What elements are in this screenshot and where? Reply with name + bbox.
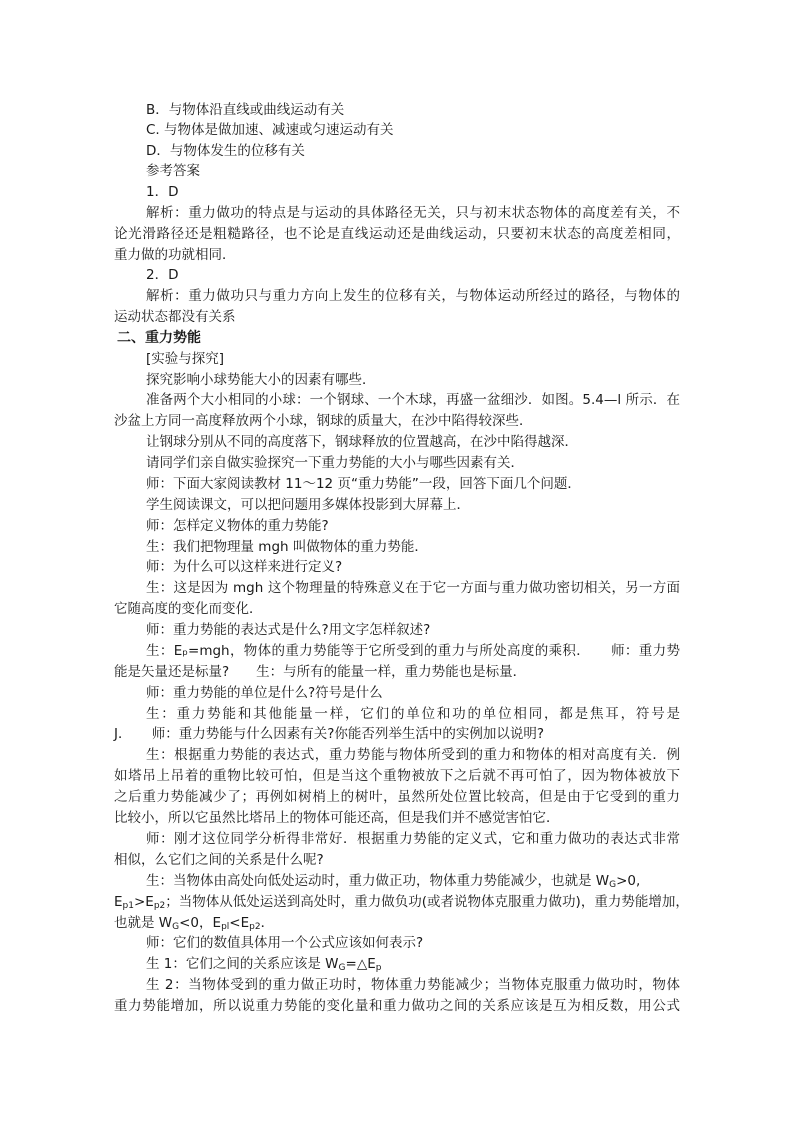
subscript-g: G (172, 922, 180, 932)
subscript-pl: pl (221, 922, 230, 932)
dialogue-line-4: 生：我们把物理量 mgh 叫做物体的重力势能． (146, 539, 428, 555)
option-b: B．与物体沿直线或曲线运动有关 (146, 102, 345, 118)
experiment-line-5: 请同学们亲自做实验探究一下重力势能的大小与哪些因素有关． (146, 455, 524, 471)
answer-2: 2．D (146, 267, 179, 283)
dialogue-line-20: 生：当物体由高处向低处运动时，重力做正功，物体重力势能减少，也就是 $W_G>0$, (146, 873, 641, 890)
explanation-2-line-1: 解析：重力做功只与重力方向上发生的位移有关，与物体运动所经过的路径，与物体的 (146, 288, 680, 304)
subscript-g: G (338, 963, 346, 973)
dialogue-line-7: 它随高度的变化而变化． (114, 601, 263, 617)
experiment-line-4: 让钢球分别从不同的高度落下，钢球释放的位置越高，在沙中陷得越深． (146, 434, 578, 450)
subscript-g: G (609, 880, 617, 890)
dialogue-line-1: 师：下面大家阅读教材 11～12 页“重力势能”一段，回答下面几个问题． (146, 476, 581, 492)
answer-heading: 参考答案 (146, 163, 200, 179)
section-heading: 二、重力势能 (117, 330, 201, 346)
explanation-1-line-1: 解析：重力做功的特点是与运动的具体路径无关，只与初末状态物体的高度差有关，不 (146, 205, 680, 221)
dialogue-line-23: 师：它们的数值具体用一个公式应该如何表示? (146, 935, 424, 951)
dialogue-line-10: 能是矢量还是标量? 生：与所有的能量一样，重力势能也是标量． (114, 664, 527, 680)
answer-1: 1．D (146, 184, 179, 200)
subscript-p2: p2 (249, 922, 261, 932)
dialogue-line-6: 生：这是因为 mgh 这个物理量的特殊意义在于它一方面与重力做功密切相关，另一方面 (146, 580, 680, 596)
dialogue-line-22: 也就是 $W_G<0$，$E_{pl}<E_{p2}$． (114, 915, 275, 932)
dialogue-line-11: 师：重力势能的单位是什么?符号是什么 (146, 685, 383, 701)
explanation-2-line-2: 运动状态都没有关系 (114, 309, 236, 325)
option-c: C. 与物体是做加速、减速或匀速运动有关 (146, 122, 394, 138)
explanation-1-line-2: 论光滑路径还是粗糙路径，也不论是直线运动还是曲线运动，只要初末状态的高度差相同， (114, 226, 680, 242)
dialogue-line-5: 师：为什么可以这样来进行定义? (146, 559, 343, 575)
dialogue-line-13: J． 师：重力势能与什么因素有关?你能否列举生活中的实例加以说明? (114, 726, 545, 742)
dialogue-line-26: 重力势能增加，所以说重力势能的变化量和重力做功之间的关系应该是互为相反数，用公式 (114, 998, 680, 1014)
dialogue-line-12: 生：重力势能和其他能量一样，它们的单位和功的单位相同，都是焦耳，符号是 (146, 706, 680, 722)
dialogue-line-15: 如塔吊上吊着的重物比较可怕，但是当这个重物被放下之后就不再可怕了，因为物体被放下 (114, 768, 680, 784)
dialogue-line-9: 生：Eₚ=mgh，物体的重力势能等于它所受到的重力与所处高度的乘积． 师：重力势 (146, 643, 680, 659)
option-d: D．与物体发生的位移有关 (146, 143, 305, 159)
dialogue-line-16: 之后重力势能减少了；再例如树梢上的树叶，虽然所处位置比较高，但是由于它受到的重力 (114, 789, 680, 805)
experiment-heading: [实验与探究] (146, 351, 225, 367)
subscript-p2: p2 (153, 901, 166, 911)
explanation-1-line-3: 重力做的功就相同． (114, 247, 236, 263)
dialogue-line-3: 师：怎样定义物体的重力势能? (146, 518, 329, 534)
subscript-p1: p1 (122, 901, 134, 911)
experiment-line-1: 探究影响小球势能大小的因素有哪些． (146, 372, 376, 388)
dialogue-line-18: 师：刚才这位同学分析得非常好．根据重力势能的定义式，它和重力做功的表达式非常 (146, 831, 680, 847)
dialogue-line-24: 生 1：它们之间的关系应该是 $W_G=\triangle E_p$ (146, 956, 382, 973)
dialogue-line-21: $E_{p1}>E_{p2}$；当物体从低处运送到高处时，重力做负功(或者说物体克服重力做功)，重力势能增加， (114, 894, 689, 911)
experiment-line-2: 准备两个大小相同的小球：一个钢球、一个木球，再盛一盆细沙．如图。5.4—l 所示．在 (146, 392, 680, 408)
dialogue-line-14: 生：根据重力势能的表达式，重力势能与物体所受到的重力和物体的相对高度有关．例 (146, 747, 680, 763)
dialogue-line-25: 生 2：当物体受到的重力做正功时，物体重力势能减少；当物体克服重力做功时，物体 (146, 977, 680, 993)
experiment-line-3: 沙盆上方同一高度释放两个小球，钢球的质量大，在沙中陷得较深些． (114, 413, 533, 429)
dialogue-line-2: 学生阅读课文，可以把问题用多媒体投影到大屏幕上． (146, 497, 470, 513)
dialogue-line-19: 相似，么它们之间的关系是什么呢? (114, 852, 324, 868)
dialogue-line-8: 师：重力势能的表达式是什么?用文字怎样叙述? (146, 622, 431, 638)
subscript-p: p (375, 963, 382, 973)
dialogue-line-17: 比较小，所以它虽然比塔吊上的物体可能还高，但是我们并不感觉害怕它． (114, 810, 560, 826)
